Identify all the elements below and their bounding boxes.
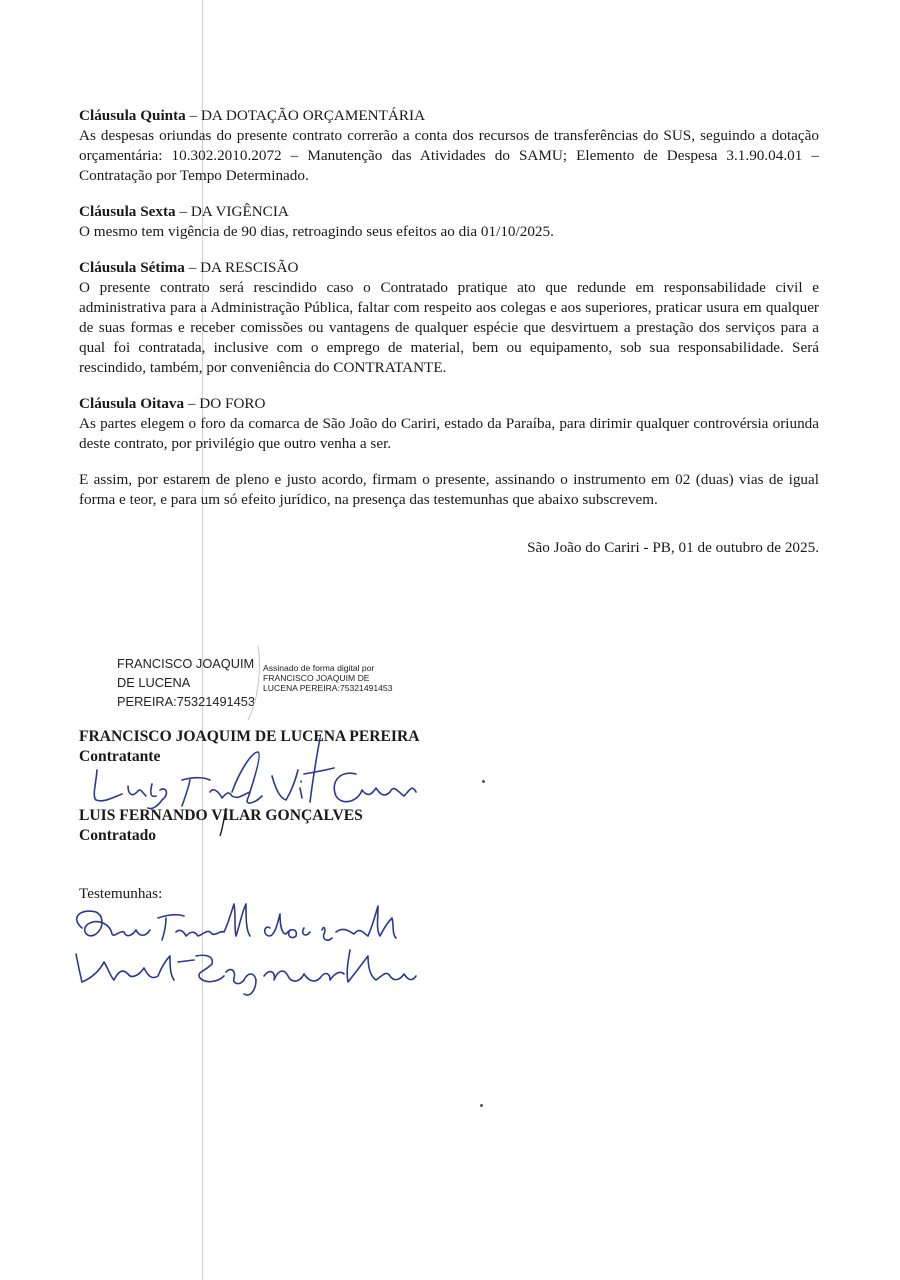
signature-meta-line: FRANCISCO JOAQUIM DE bbox=[263, 673, 370, 683]
signature-meta-line: LUCENA PEREIRA:75321491453 bbox=[263, 683, 393, 693]
signature-name-line: FRANCISCO JOAQUIM bbox=[117, 656, 255, 671]
clause-quinta bbox=[79, 106, 819, 186]
digital-signature-stamp bbox=[117, 654, 393, 711]
scan-dust-dot bbox=[482, 780, 485, 783]
signature-contratado-stroke bbox=[182, 778, 250, 806]
clause-title bbox=[79, 106, 819, 126]
clause-title-label: Cláusula Quinta bbox=[79, 107, 186, 124]
signature-witness-1-stroke bbox=[265, 914, 310, 938]
clause-title-label: Cláusula Oitava bbox=[79, 395, 185, 412]
signature-contratado-stroke bbox=[334, 773, 416, 801]
contratado-block bbox=[79, 806, 363, 846]
clause-subtitle: – DO FORO bbox=[184, 395, 266, 412]
clause-title bbox=[79, 258, 819, 278]
contratado-name: LUIS FERNANDO VILAR GONÇALVES bbox=[79, 807, 363, 824]
clause-subtitle: – DA VIGÊNCIA bbox=[175, 203, 289, 220]
signature-contratado-stroke bbox=[94, 770, 122, 801]
signature-witness-2-stroke bbox=[76, 954, 174, 982]
clause-sexta bbox=[79, 202, 819, 242]
clause-title bbox=[79, 394, 819, 414]
signature-witness-1-stroke bbox=[158, 904, 250, 940]
signature-witness-2-stroke bbox=[264, 971, 344, 981]
digital-signature-meta bbox=[263, 663, 392, 693]
contract-body bbox=[79, 106, 819, 558]
signature-witness-1-stroke bbox=[322, 906, 396, 940]
signature-witness-1-stroke bbox=[77, 911, 150, 936]
contratante-block bbox=[79, 727, 420, 767]
contratado-role: Contratado bbox=[79, 827, 157, 844]
clause-setima bbox=[79, 258, 819, 378]
clause-oitava bbox=[79, 394, 819, 454]
closing-paragraph: E assim, por estarem de pleno e justo acordo, firmam o presente, assinando o instrumento em 02 (duas) vias de igual forma e teor, e para um só efeito jurídico, na presença das testemunhas que abaixo subscrevem. bbox=[79, 471, 819, 508]
scan-dust-dot bbox=[480, 1104, 483, 1107]
clause-text: O mesmo tem vigência de 90 dias, retroagindo seus efeitos ao dia 01/10/2025. bbox=[79, 223, 554, 240]
contratante-role: Contratante bbox=[79, 748, 161, 765]
clause-text: As despesas oriundas do presente contrato correrão a conta dos recursos de transferências do SUS, seguindo a dotação orçamentária: 10.302.2010.2072 – Manutenção das Atividades do SAMU; Elemento de Despesa 3.1.90.04.01 – Contratação por Tempo Determinado. bbox=[79, 127, 819, 184]
clause-title bbox=[79, 202, 819, 222]
clause-text: As partes elegem o foro da comarca de São João do Cariri, estado da Paraíba, para dirimir qualquer controvérsia oriunda deste contrato, por privilégio que outro venha a ser. bbox=[79, 415, 819, 452]
clause-title-label: Cláusula Sexta bbox=[79, 203, 176, 220]
clause-title-label: Cláusula Sétima bbox=[79, 259, 185, 276]
signature-contratado-stroke bbox=[272, 770, 302, 800]
signature-name-line: PEREIRA:75321491453 bbox=[117, 694, 256, 709]
signature-witness-2-stroke bbox=[347, 950, 416, 982]
date-location: São João do Cariri - PB, 01 de outubro de 2025. bbox=[527, 539, 819, 556]
witnesses-label: Testemunhas: bbox=[79, 885, 163, 902]
signature-contratado-stroke bbox=[128, 784, 166, 809]
clause-subtitle: – DA RESCISÃO bbox=[184, 259, 299, 276]
signature-meta-line: Assinado de forma digital por bbox=[263, 663, 375, 673]
digital-signature-name bbox=[117, 654, 255, 711]
clause-text: O presente contrato será rescindido caso o Contratado pratique ato que redunde em responsabilidade civil e administrativa para a Administração Pública, faltar com respeito aos colegas e aos superiores, praticar usura em qualquer de suas formas e receber comissões ou vantagens de qualquer espécie que desvirtuem a prestação dos serviços para a qual foi contratada, inclusive com o emprego de material, bem ou equipamento, sob sua responsabilidade. Será rescindido, também, por conveniência do CONTRATANTE. bbox=[79, 279, 819, 376]
clause-subtitle: – DA DOTAÇÃO ORÇAMENTÁRIA bbox=[185, 107, 426, 124]
signature-witness-2-stroke bbox=[178, 955, 256, 995]
contratante-name: FRANCISCO JOAQUIM DE LUCENA PEREIRA bbox=[79, 728, 420, 745]
signature-name-line: DE LUCENA bbox=[117, 675, 191, 690]
